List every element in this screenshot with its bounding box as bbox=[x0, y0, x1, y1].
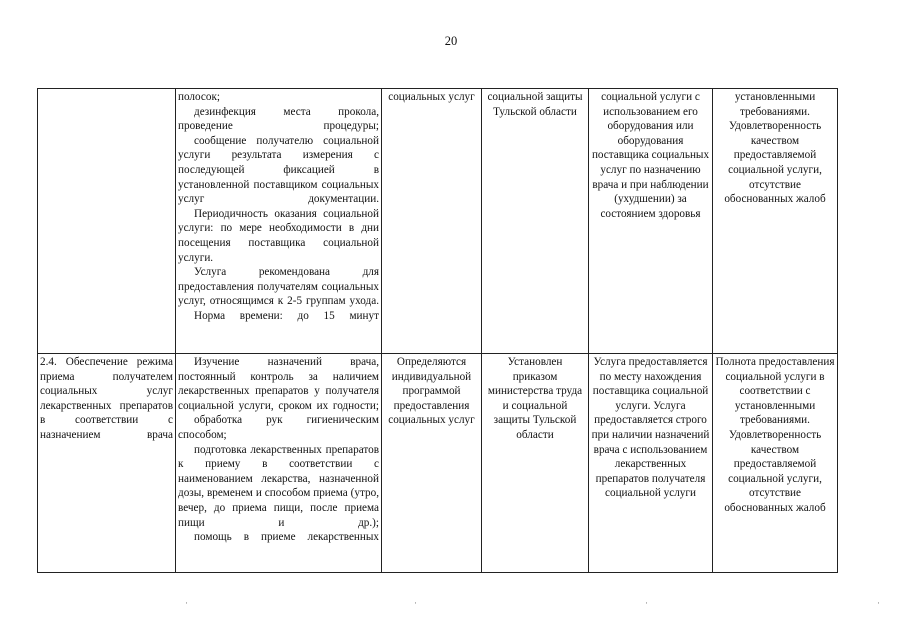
service-quality-cell: установленными требованиями. Удовлетворенность качеством предоставляемой социальной услуги, отсутствие обоснованных жалоб bbox=[713, 89, 838, 354]
paragraph: сообщение получателю социальной услуги результата измерения с последующей фиксацией в установленной поставщиком социальных услуг документации. bbox=[178, 134, 379, 206]
service-conditions-cell: Услуга предоставляется по месту нахождения поставщика социальной услуги. Услуга предоставляется строго при наличии назначений врача с использованием лекарственных препаратов получателя социальной услуги bbox=[589, 354, 713, 573]
scan-mark: · bbox=[185, 598, 188, 608]
service-name-cell bbox=[38, 89, 176, 354]
service-name-content bbox=[40, 355, 173, 443]
paragraph: обработка рук гигиеническим способом; bbox=[178, 414, 379, 441]
paragraph: Услуга рекомендована для предоставления получателям социальных услуг, относящимся к 2-5 группам ухода. bbox=[178, 266, 379, 308]
scan-mark: · bbox=[645, 598, 648, 608]
service-volume-cell: Определяются индивидуальной программой предоставления социальных услуг bbox=[382, 354, 482, 573]
scan-mark: · bbox=[877, 598, 880, 608]
paragraph: Норма времени: до 15 минут bbox=[194, 309, 379, 322]
service-description-cell bbox=[176, 354, 382, 573]
table-row bbox=[38, 354, 838, 573]
service-tariff-cell: Установлен приказом министерства труда и социальной защиты Тульской области bbox=[482, 354, 589, 573]
service-name-cell bbox=[38, 354, 176, 573]
service-tariff-cell: социальной защиты Тульской области bbox=[482, 89, 589, 354]
scan-mark: · bbox=[414, 598, 417, 608]
service-quality-cell: Полнота предоставления социальной услуги в соответствии с установленными требованиями. Удовлетворенность качеством предоставляемой социальной услуги, отсутствие обоснованных жалоб bbox=[713, 354, 838, 573]
table-row bbox=[38, 89, 838, 354]
paragraph: подготовка лекарственных препаратов к приему в соответствии с наименованием лекарства, назначенной дозы, временем и способом приема (утро, вечер, до приема пищи, после приема пищи и др.); bbox=[178, 443, 379, 529]
service-description-content bbox=[178, 355, 379, 545]
paragraph: Периодичность оказания социальной услуги: по мере необходимости в дни посещения поставщика социальной услуги. bbox=[178, 207, 379, 264]
paragraph: 2.4. Обеспечение режима приема получателем социальных услуг лекарственных препаратов в соответствии с назначением врача bbox=[40, 356, 173, 441]
paragraph: дезинфекция места прокола, проведение процедуры; bbox=[178, 105, 379, 133]
service-description-cell bbox=[176, 89, 382, 354]
service-conditions-cell: социальной услуги с использованием его оборудования или оборудования поставщика социальных услуг по назначению врача и при наблюдении (ухудшении) за состоянием здоровья bbox=[589, 89, 713, 354]
paragraph: помощь в приеме лекарственных bbox=[194, 531, 379, 544]
service-description-content bbox=[178, 90, 379, 324]
paragraph: Изучение назначений врача, постоянный контроль за наличием лекарственных препаратов у получателя социальной услуги, сроком их годности; bbox=[178, 356, 379, 412]
services-table bbox=[37, 88, 838, 573]
page-number: 20 bbox=[444, 34, 458, 48]
service-volume-cell: социальных услуг bbox=[382, 89, 482, 354]
paragraph: полосок; bbox=[178, 91, 220, 103]
